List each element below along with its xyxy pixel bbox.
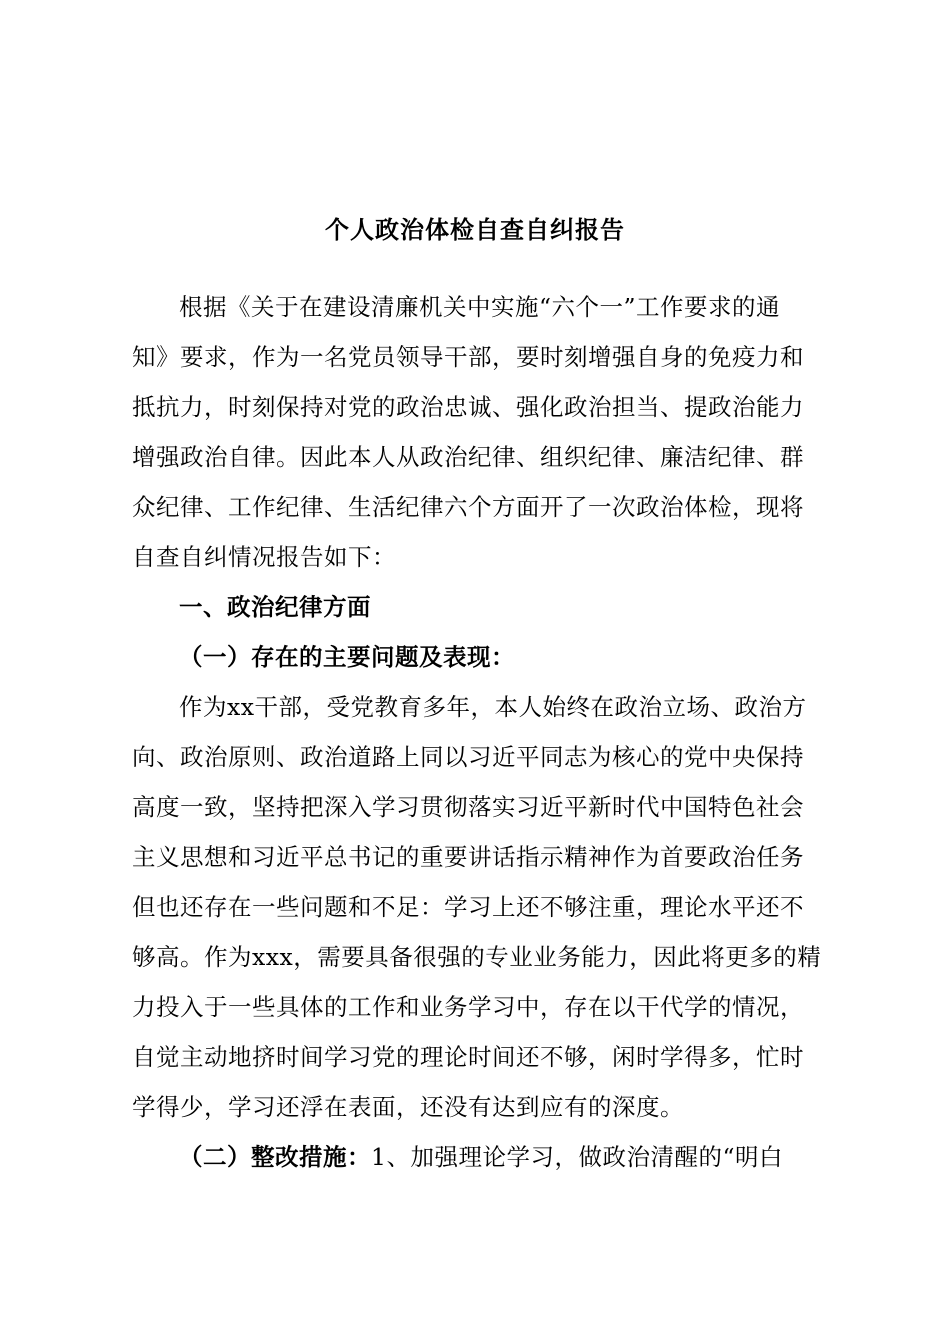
paragraph-line: 根据《关于在建设清廉机关中实施“六个一”工作要求的通: [179, 293, 781, 321]
measures-text: 1、加强理论学习，做政治清醒的“明白: [371, 1143, 783, 1171]
paragraph-line: 自查自纠情况报告如下：: [132, 543, 396, 571]
section-heading: 一、政治纪律方面: [179, 593, 371, 621]
paragraph-line: 自觉主动地挤时间学习党的理论时间还不够，闲时学得多，忙时: [132, 1043, 804, 1071]
paragraph-line: 但也还存在一些问题和不足：学习上还不够注重，理论水平还不: [132, 893, 804, 921]
paragraph-line: 力投入于一些具体的工作和业务学习中，存在以干代学的情况，: [132, 993, 804, 1021]
paragraph-line: 学得少，学习还浮在表面，还没有达到应有的深度。: [132, 1093, 684, 1121]
paragraph-line: 够高。作为xxx，需要具备很强的专业业务能力，因此将更多的精: [132, 943, 822, 971]
subsection-heading: （二）整改措施：: [179, 1143, 371, 1171]
paragraph-line: 向、政治原则、政治道路上同以习近平同志为核心的党中央保持: [132, 743, 804, 771]
measures-line: [132, 1132, 844, 1182]
paragraph-line: 众纪律、工作纪律、生活纪律六个方面开了一次政治体检，现将: [132, 493, 804, 521]
paragraph-line: 作为xx干部，受党教育多年，本人始终在政治立场、政治方: [179, 693, 807, 721]
document-title: 个人政治体检自查自纠报告: [325, 215, 625, 244]
paragraph-line: 增强政治自律。因此本人从政治纪律、组织纪律、廉洁纪律、群: [132, 443, 804, 471]
paragraph-line: 高度一致，坚持把深入学习贯彻落实习近平新时代中国特色社会: [132, 793, 804, 821]
paragraph-line: 抵抗力，时刻保持对党的政治忠诚、强化政治担当、提政治能力: [132, 393, 804, 421]
paragraph-line: 知》要求，作为一名党员领导干部，要时刻增强自身的免疫力和: [132, 343, 804, 371]
paragraph-line: 主义思想和习近平总书记的重要讲话指示精神作为首要政治任务: [132, 843, 804, 871]
document-body: [132, 282, 844, 1182]
subsection-heading: （一）存在的主要问题及表现：: [179, 643, 515, 671]
